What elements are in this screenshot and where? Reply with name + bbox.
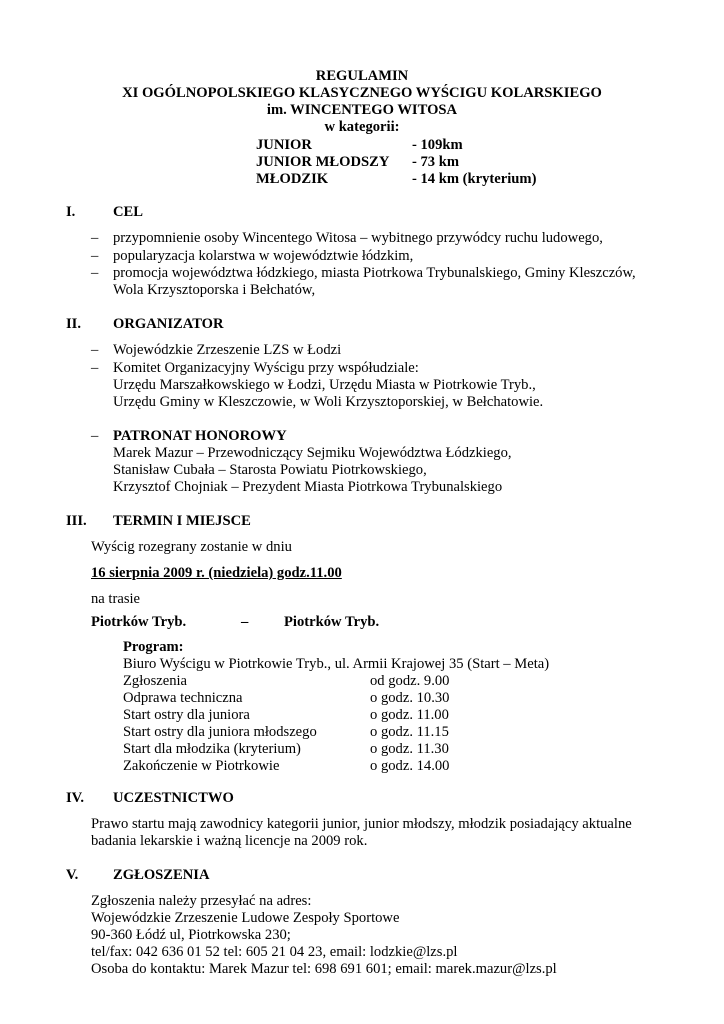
section-title: UCZESTNICTWO [113, 790, 234, 806]
section-number: I. [66, 204, 76, 220]
section-number: II. [66, 316, 82, 332]
list-item: Komitet Organizacyjny Wyścigu przy współudziale: [113, 360, 419, 376]
list-item: promocja województwa łódzkiego, miasta Piotrkowa Trybunalskiego, Gminy Kleszczów, [113, 265, 636, 281]
section-title: TERMIN I MIEJSCE [113, 513, 251, 529]
program-time: o godz. 14.00 [370, 758, 450, 774]
category-distance: - 73 km [412, 154, 460, 170]
list-item: Wojewódzkie Zrzeszenie LZS w Łodzi [113, 342, 342, 358]
patron-line: Marek Mazur – Przewodniczący Sejmiku Województwa Łódzkiego, [113, 445, 512, 461]
program-time: od godz. 9.00 [370, 673, 450, 689]
category-name: MŁODZIK [256, 171, 329, 187]
route-from: Piotrków Tryb. [91, 614, 187, 630]
list-dash: – [91, 248, 99, 264]
list-dash: – [91, 342, 99, 358]
list-item: popularyzacja kolarstwa w województwie łódzkim, [113, 248, 414, 264]
doc-title: REGULAMIN [315, 68, 409, 84]
program-time: o godz. 10.30 [370, 690, 450, 706]
list-dash: – [91, 230, 99, 246]
registration-address: 90-360 Łódź ul, Piotrkowska 230; [91, 927, 291, 943]
program-title: Program: [123, 639, 184, 655]
list-dash: – [91, 428, 99, 444]
route-label: na trasie [91, 591, 141, 607]
program-label: Start ostry dla juniora [123, 707, 250, 723]
registration-org: Wojewódzkie Zrzeszenie Ludowe Zespoły Sportowe [91, 910, 400, 926]
race-intro: Wyścig rozegrany zostanie w dniu [91, 539, 292, 555]
registration-phone: tel/fax: 042 636 01 52 tel: 605 21 04 23, email: lodzkie@lzs.pl [91, 944, 458, 960]
program-time: o godz. 11.30 [370, 741, 449, 757]
category-name: JUNIOR MŁODSZY [256, 154, 390, 170]
route-to: Piotrków Tryb. [284, 614, 380, 630]
list-item-continuation: Urzędu Gminy w Kleszczowie, w Woli Krzysztoporskiej, w Bełchatowie. [113, 394, 544, 410]
program-label: Odprawa techniczna [123, 690, 243, 706]
section-number: III. [66, 513, 87, 529]
patron-line: Stanisław Cubała – Starosta Powiatu Piotrkowskiego, [113, 462, 427, 478]
section-number: IV. [66, 790, 84, 806]
doc-subtitle: XI OGÓLNOPOLSKIEGO KLASYCZNEGO WYŚCIGU KOLARSKIEGO [122, 85, 602, 101]
section-number: V. [66, 867, 79, 883]
participation-text: badania lekarskie i ważną licencje na 2009 rok. [91, 833, 368, 849]
route-dash: – [241, 614, 249, 630]
section-title: ZGŁOSZENIA [113, 867, 210, 883]
doc-category-heading: w kategorii: [324, 119, 400, 135]
section-title: ORGANIZATOR [113, 316, 224, 332]
program-office: Biuro Wyścigu w Piotrkowie Tryb., ul. Armii Krajowej 35 (Start – Meta) [123, 656, 550, 672]
program-label: Zgłoszenia [123, 673, 188, 689]
patronage-title: PATRONAT HONOROWY [113, 428, 287, 444]
route-line [91, 614, 381, 631]
registration-contact: Osoba do kontaktu: Marek Mazur tel: 698 691 601; email: marek.mazur@lzs.pl [91, 961, 557, 977]
program-time: o godz. 11.00 [370, 707, 449, 723]
category-distance: - 14 km (kryterium) [412, 171, 537, 187]
list-item-continuation: Urzędu Marszałkowskiego w Łodzi, Urzędu Miasta w Piotrkowie Tryb., [113, 377, 536, 393]
list-item: przypomnienie osoby Wincentego Witosa – wybitnego przywódcy ruchu ludowego, [113, 230, 603, 246]
race-date: 16 sierpnia 2009 r. (niedziela) godz.11.00 [91, 565, 342, 581]
registration-text: Zgłoszenia należy przesyłać na adres: [91, 893, 312, 909]
participation-text: Prawo startu mają zawodnicy kategorii junior, junior młodszy, młodzik posiadający aktualne [91, 816, 632, 832]
list-dash: – [91, 360, 99, 376]
category-distance: - 109km [412, 137, 463, 153]
section-title: CEL [113, 204, 144, 220]
list-dash: – [91, 265, 99, 281]
program-label: Zakończenie w Piotrkowie [123, 758, 280, 774]
program-label: Start dla młodzika (kryterium) [123, 741, 301, 757]
patron-line: Krzysztof Chojniak – Prezydent Miasta Piotrkowa Trybunalskiego [113, 479, 503, 495]
doc-patron-name: im. WINCENTEGO WITOSA [266, 102, 458, 118]
list-item-continuation: Wola Krzysztoporska i Bełchatów, [113, 282, 316, 298]
program-label: Start ostry dla juniora młodszego [123, 724, 317, 740]
category-name: JUNIOR [256, 137, 312, 153]
program-time: o godz. 11.15 [370, 724, 449, 740]
